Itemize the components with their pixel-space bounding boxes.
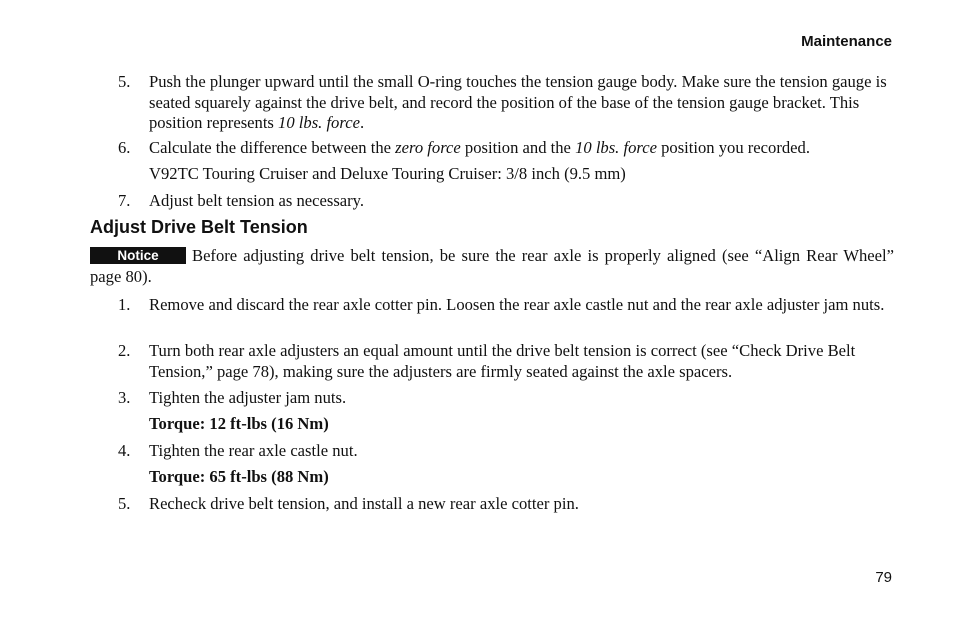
- torque-spec-1-row: [0, 414, 954, 435]
- list-item: 6. Calculate the difference between the zero force position and the 10 lbs. force position you recorded.: [118, 138, 810, 157]
- list-item: 7. Adjust belt tension as necessary.: [118, 191, 365, 210]
- steps-top-list-7: [0, 191, 954, 212]
- section-heading: Adjust Drive Belt Tension: [90, 217, 308, 237]
- page-number: 79: [875, 569, 892, 586]
- adjust-step-2: [0, 341, 954, 382]
- list-item: 5. Recheck drive belt tension, and install a new rear axle cotter pin.: [118, 494, 579, 513]
- steps-top-list-6: [0, 138, 954, 159]
- adjust-step-4: [0, 441, 954, 462]
- torque-spec: Torque: 12 ft‑lbs (16 Nm): [149, 414, 329, 433]
- list-item: 2. Turn both rear axle adjusters an equal amount until the drive belt tension is correct (see “Check Drive Belt Tension,” page 78), making sure the adjusters are firmly seated against the axle spacers.: [118, 341, 856, 381]
- list-item: 1. Remove and discard the rear axle cotter pin. Loosen the rear axle castle nut and the rear axle adjuster jam nuts.: [118, 295, 885, 314]
- model-note-row: [0, 164, 954, 185]
- list-item: 3. Tighten the adjuster jam nuts.: [118, 388, 347, 407]
- adjust-step-5: [0, 494, 954, 515]
- list-item: 5. Push the plunger upward until the small O‑ring touches the tension gauge body. Make sure the tension gauge is seated squarely against the drive belt, and record the position of the base of the tension gauge bracket. This position represents 10 lbs. force.: [118, 72, 887, 132]
- adjust-step-3: [0, 388, 954, 409]
- torque-spec: Torque: 65 ft‑lbs (88 Nm): [149, 467, 329, 486]
- running-header: Maintenance: [801, 33, 892, 50]
- model-note: V92TC Touring Cruiser and Deluxe Touring Cruiser: 3/8 inch (9.5 mm): [149, 164, 626, 183]
- list-item: 4. Tighten the rear axle castle nut.: [118, 441, 358, 460]
- adjust-step-1: [0, 295, 954, 316]
- torque-spec-2-row: [0, 467, 954, 488]
- notice-badge: Notice: [90, 247, 186, 264]
- notice-paragraph: [90, 246, 894, 287]
- steps-top-list: [0, 72, 954, 134]
- notice-text: Before adjusting drive belt tension, be sure the rear axle is properly aligned (see “Align Rear Wheel” page 80).: [90, 246, 894, 286]
